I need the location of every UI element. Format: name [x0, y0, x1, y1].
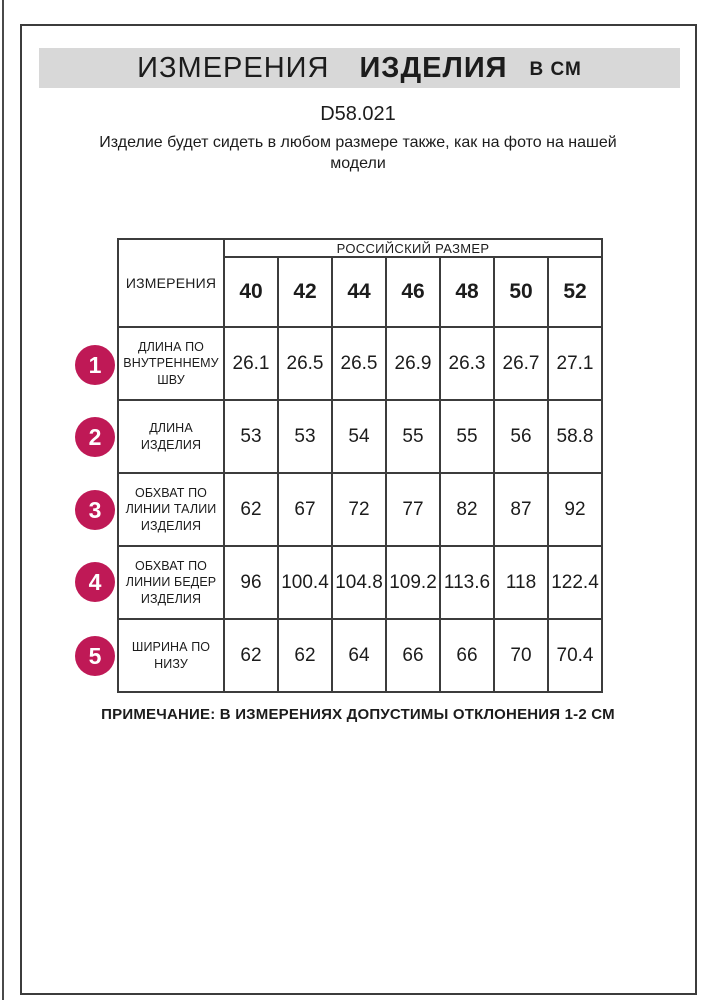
- cell-value: 53: [224, 400, 278, 473]
- row-label: ДЛИНА ИЗДЕЛИЯ: [118, 400, 224, 473]
- table-row: [118, 327, 602, 400]
- title-unit: В СМ: [529, 59, 582, 80]
- row-label: ШИРИНА ПО НИЗУ: [118, 619, 224, 692]
- size-col-header: 40: [224, 257, 278, 327]
- cell-value: 53: [278, 400, 332, 473]
- measurements-header-cell: ИЗМЕРЕНИЯ: [118, 239, 224, 327]
- cell-value: 26.3: [440, 327, 494, 400]
- cell-value: 70: [494, 619, 548, 692]
- row-number-badge: 5: [75, 636, 115, 676]
- title-product: ИЗДЕЛИЯ: [359, 51, 508, 84]
- table-row: [118, 546, 602, 619]
- title-bar: [39, 48, 680, 88]
- size-col-header: 50: [494, 257, 548, 327]
- cell-value: 55: [386, 400, 440, 473]
- cell-value: 26.1: [224, 327, 278, 400]
- russian-size-header-cell: РОССИЙСКИЙ РАЗМЕР: [224, 239, 602, 257]
- size-col-header: 48: [440, 257, 494, 327]
- row-number-badge: 2: [75, 417, 115, 457]
- cell-value: 26.9: [386, 327, 440, 400]
- cell-value: 26.5: [278, 327, 332, 400]
- row-number-badge: 1: [75, 345, 115, 385]
- table-row: [118, 400, 602, 473]
- size-table: [117, 238, 603, 693]
- row-label: ДЛИНА ПО ВНУТРЕННЕМУ ШВУ: [118, 327, 224, 400]
- cell-value: 104.8: [332, 546, 386, 619]
- table-row: [118, 619, 602, 692]
- size-col-header: 52: [548, 257, 602, 327]
- cell-value: 82: [440, 473, 494, 546]
- cell-value: 77: [386, 473, 440, 546]
- product-code: D58.021: [320, 103, 396, 125]
- cell-value: 27.1: [548, 327, 602, 400]
- page-edge-line: [2, 0, 4, 1000]
- table-header-row-group: [118, 239, 602, 257]
- cell-value: 62: [278, 619, 332, 692]
- row-label: ОБХВАТ ПО ЛИНИИ ТАЛИИ ИЗДЕЛИЯ: [118, 473, 224, 546]
- cell-value: 66: [440, 619, 494, 692]
- size-col-header: 42: [278, 257, 332, 327]
- cell-value: 92: [548, 473, 602, 546]
- size-col-header: 46: [386, 257, 440, 327]
- cell-value: 26.7: [494, 327, 548, 400]
- cell-value: 55: [440, 400, 494, 473]
- cell-value: 109.2: [386, 546, 440, 619]
- row-number-badge: 3: [75, 490, 115, 530]
- cell-value: 67: [278, 473, 332, 546]
- cell-value: 72: [332, 473, 386, 546]
- cell-value: 58.8: [548, 400, 602, 473]
- cell-value: 113.6: [440, 546, 494, 619]
- cell-value: 66: [386, 619, 440, 692]
- size-col-header: 44: [332, 257, 386, 327]
- cell-value: 54: [332, 400, 386, 473]
- cell-value: 96: [224, 546, 278, 619]
- row-label: ОБХВАТ ПО ЛИНИИ БЕДЕР ИЗДЕЛИЯ: [118, 546, 224, 619]
- cell-value: 122.4: [548, 546, 602, 619]
- tolerance-note: ПРИМЕЧАНИЕ: В ИЗМЕРЕНИЯХ ДОПУСТИМЫ ОТКЛОНЕНИЯ 1-2 СМ: [101, 706, 615, 723]
- cell-value: 100.4: [278, 546, 332, 619]
- fit-subtitle: Изделие будет сидеть в любом размере также, как на фото на нашей модели: [99, 134, 617, 172]
- row-number-badge: 4: [75, 562, 115, 602]
- cell-value: 62: [224, 473, 278, 546]
- cell-value: 26.5: [332, 327, 386, 400]
- cell-value: 64: [332, 619, 386, 692]
- cell-value: 70.4: [548, 619, 602, 692]
- cell-value: 56: [494, 400, 548, 473]
- cell-value: 87: [494, 473, 548, 546]
- cell-value: 62: [224, 619, 278, 692]
- title-measurements: ИЗМЕРЕНИЯ: [137, 51, 330, 84]
- cell-value: 118: [494, 546, 548, 619]
- table-row: [118, 473, 602, 546]
